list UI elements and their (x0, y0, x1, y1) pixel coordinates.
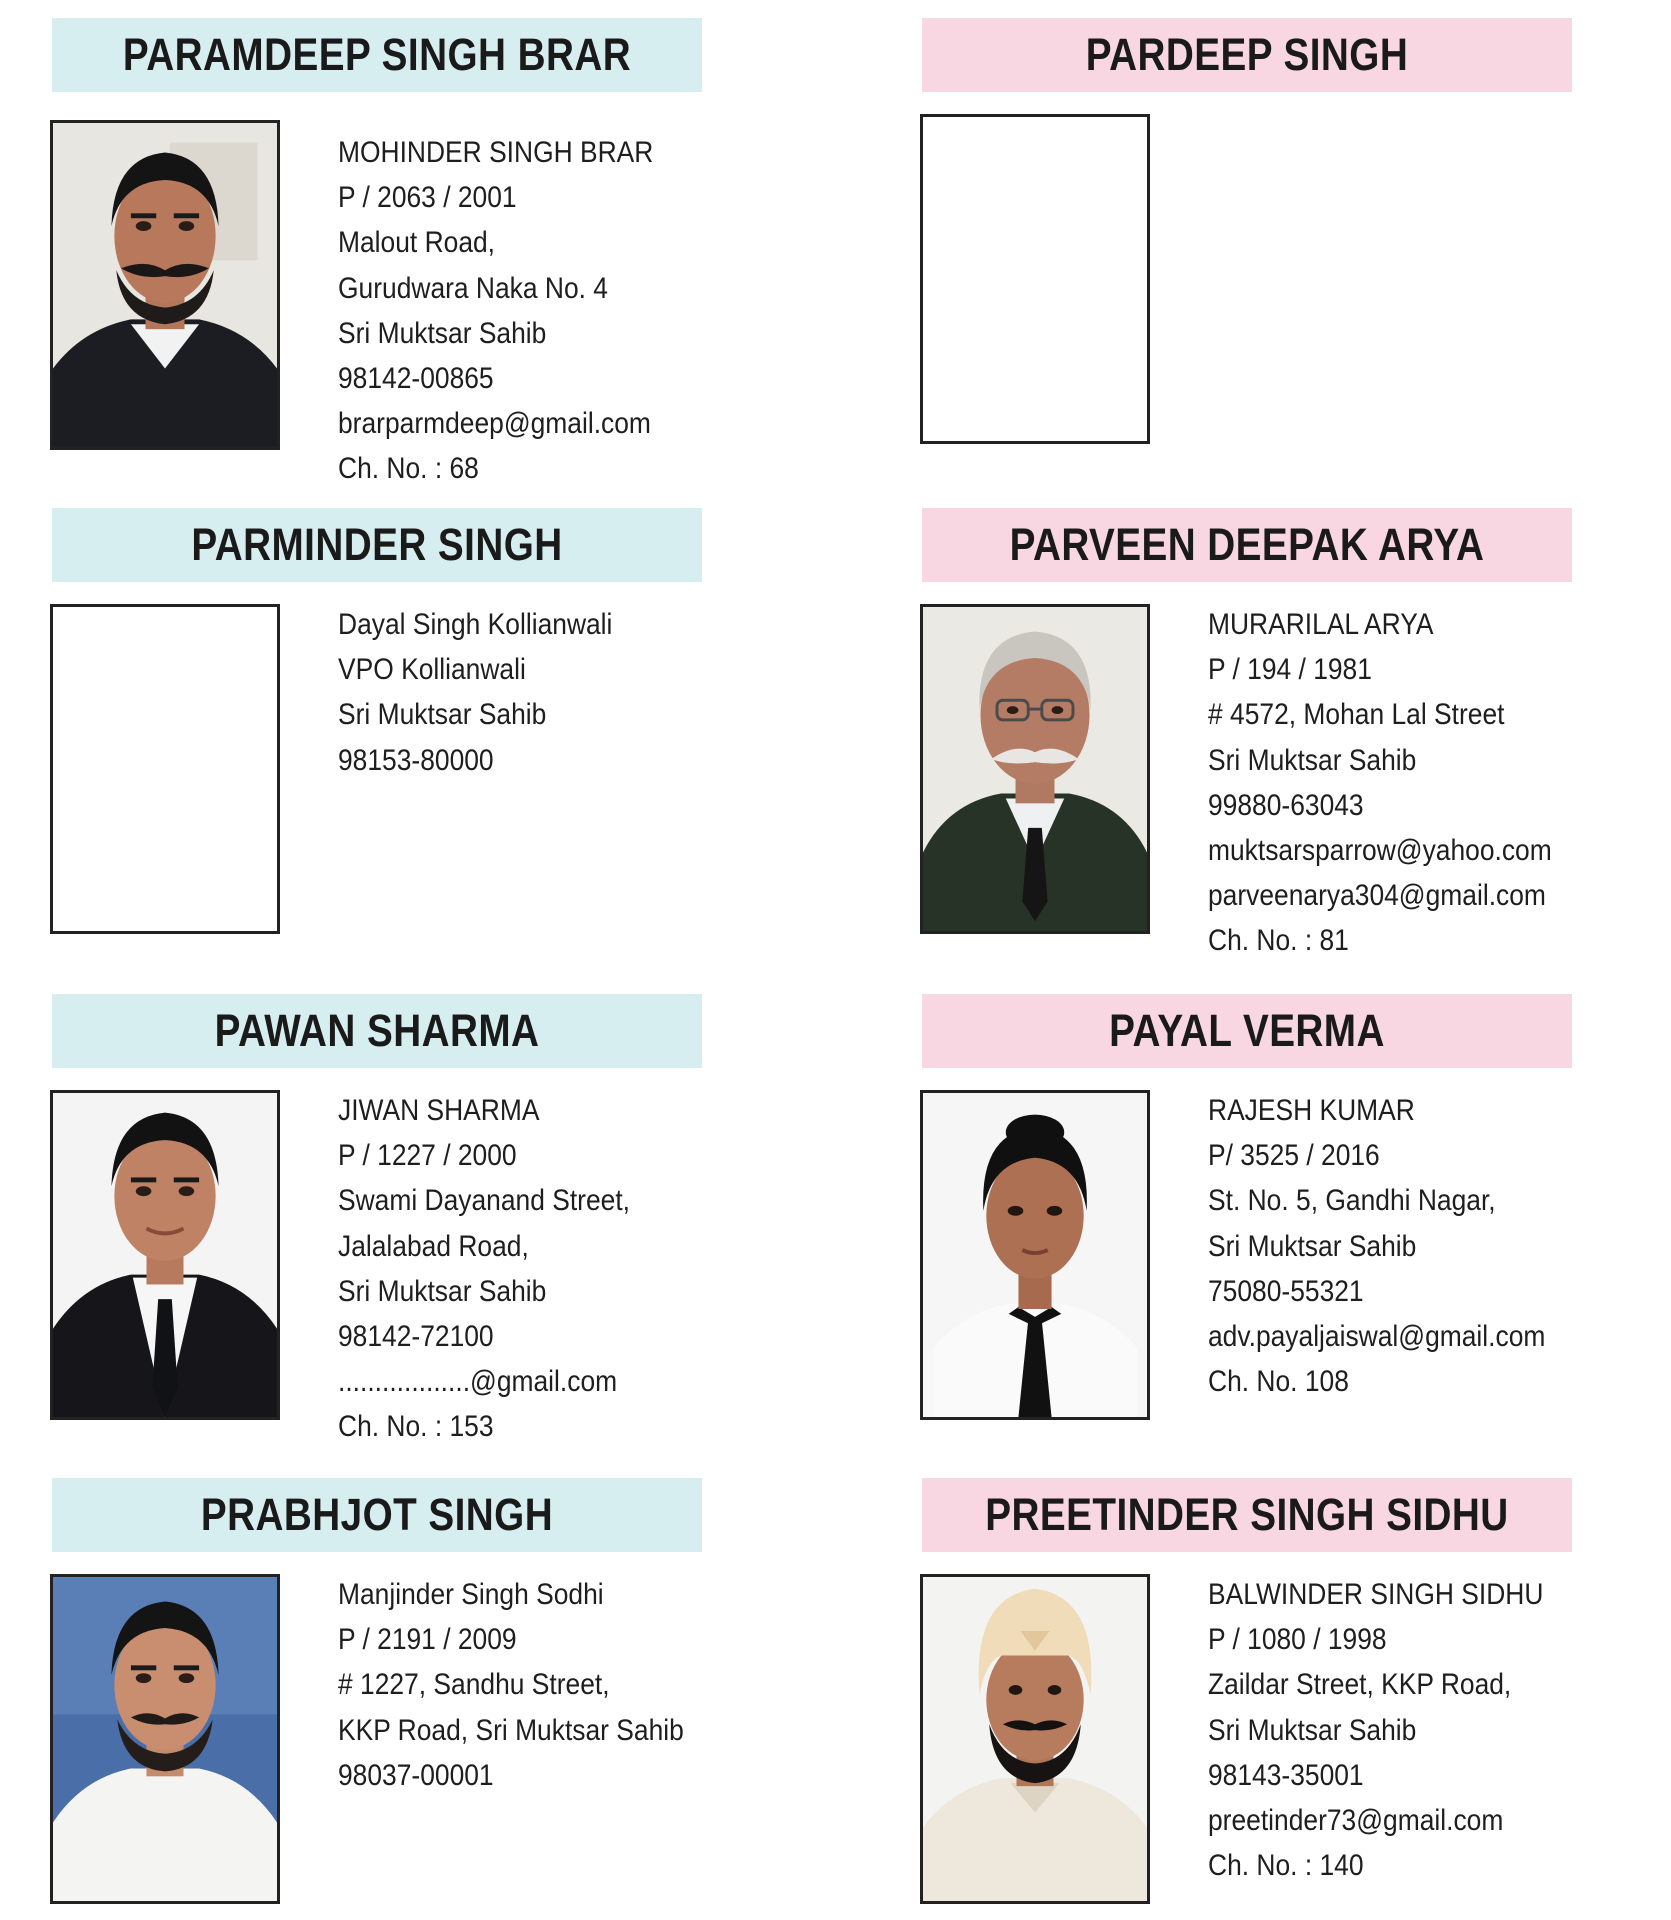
chamber-number: Ch. No. : 68 (338, 452, 479, 486)
member-details (1208, 1572, 1588, 1888)
enrollment-number: P / 1227 / 2000 (338, 1139, 517, 1173)
member-name: PARAMDEEP SINGH BRAR (122, 29, 632, 80)
address-line: KKP Road, Sri Muktsar Sahib (338, 1713, 684, 1747)
phone-number: 98142-72100 (338, 1319, 494, 1353)
phone-number: 98037-00001 (338, 1758, 494, 1792)
email-address: parveenarya304@gmail.com (1208, 879, 1546, 913)
member-photo (920, 1090, 1150, 1420)
father-name: MURARILAL ARYA (1208, 608, 1434, 641)
member-name: PARMINDER SINGH (191, 519, 563, 570)
member-photo (50, 120, 280, 450)
member-photo-placeholder (50, 604, 280, 934)
email-address: ..................@gmail.com (338, 1365, 618, 1399)
city: Sri Muktsar Sahib (338, 698, 547, 732)
phone-number: 75080-55321 (1208, 1274, 1364, 1308)
chamber-number: Ch. No. : 153 (338, 1410, 494, 1444)
address-line: Jalalabad Road, (338, 1229, 529, 1263)
email-address: adv.payaljaiswal@gmail.com (1208, 1319, 1546, 1353)
city: Sri Muktsar Sahib (1208, 743, 1417, 777)
member-name: PREETINDER SINGH SIDHU (985, 1489, 1509, 1540)
member-photo (920, 604, 1150, 934)
member-name: PAWAN SHARMA (214, 1005, 540, 1056)
father-name: BALWINDER SINGH SIDHU (1208, 1578, 1544, 1611)
address-line: Zaildar Street, KKP Road, (1208, 1668, 1512, 1702)
member-photo (920, 1574, 1150, 1904)
address-line: Malout Road, (338, 226, 496, 260)
member-photo (50, 1574, 280, 1904)
member-name: PARVEEN DEEPAK ARYA (1009, 519, 1485, 570)
enrollment-number: P / 1080 / 1998 (1208, 1623, 1387, 1657)
enrollment-number: P / 2063 / 2001 (338, 181, 517, 215)
member-details (338, 602, 718, 783)
address-line: VPO Kollianwali (338, 653, 526, 687)
member-photo (50, 1090, 280, 1420)
phone-number: 99880-63043 (1208, 788, 1364, 822)
address-line: St. No. 5, Gandhi Nagar, (1208, 1184, 1496, 1218)
member-name: PARDEEP SINGH (1085, 29, 1409, 80)
phone-number: 98142-00865 (338, 361, 494, 395)
member-photo-placeholder (920, 114, 1150, 444)
member-name: PRABHJOT SINGH (200, 1489, 554, 1540)
email-address: brarparmdeep@gmail.com (338, 407, 651, 441)
member-details (338, 1088, 718, 1450)
chamber-number: Ch. No. : 81 (1208, 924, 1349, 958)
address-line: # 1227, Sandhu Street, (338, 1668, 610, 1702)
member-details (1208, 602, 1588, 964)
phone-number: 98153-80000 (338, 743, 494, 777)
father-name: JIWAN SHARMA (338, 1094, 540, 1127)
address-line: # 4572, Mohan Lal Street (1208, 698, 1505, 732)
member-details (338, 1572, 718, 1798)
member-details (1208, 1088, 1588, 1404)
chamber-number: Ch. No. : 140 (1208, 1849, 1364, 1883)
father-name: Dayal Singh Kollianwali (338, 608, 613, 641)
email-address: muktsarsparrow@yahoo.com (1208, 833, 1552, 867)
father-name: MOHINDER SINGH BRAR (338, 136, 654, 169)
email-address: preetinder73@gmail.com (1208, 1803, 1504, 1837)
member-details (338, 130, 718, 492)
address-line: Swami Dayanand Street, (338, 1184, 631, 1218)
enrollment-number: P/ 3525 / 2016 (1208, 1139, 1380, 1173)
chamber-number: Ch. No. 108 (1208, 1365, 1349, 1399)
enrollment-number: P / 194 / 1981 (1208, 653, 1372, 687)
city: Sri Muktsar Sahib (1208, 1229, 1417, 1263)
city: Sri Muktsar Sahib (338, 316, 547, 350)
address-line: Gurudwara Naka No. 4 (338, 271, 608, 305)
city: Sri Muktsar Sahib (1208, 1713, 1417, 1747)
enrollment-number: P / 2191 / 2009 (338, 1623, 517, 1657)
city: Sri Muktsar Sahib (338, 1274, 547, 1308)
phone-number: 98143-35001 (1208, 1758, 1364, 1792)
member-name: PAYAL VERMA (1109, 1005, 1385, 1056)
father-name: Manjinder Singh Sodhi (338, 1578, 604, 1611)
father-name: RAJESH KUMAR (1208, 1094, 1415, 1127)
